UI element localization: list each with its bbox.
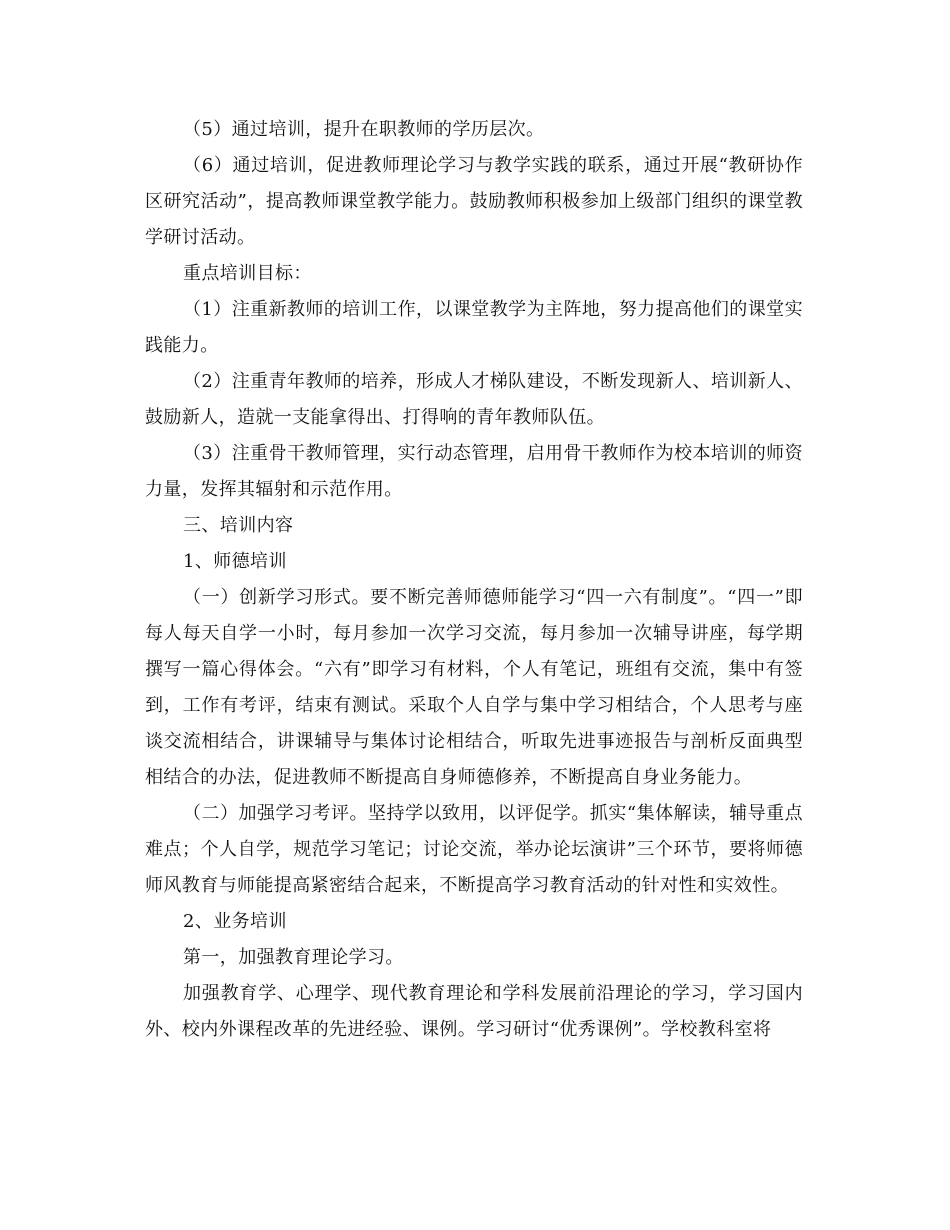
subsection-heading-business-training: 2、业务培训 <box>183 911 287 932</box>
paragraph-ethics-1: （一）创新学习形式。要不断完善师德师能学习“四一六有制度”。“四一”即每人每天自学一小时，每月参加一次学习交流，每月参加一次辅导讲座，每学期撰写一篇心得体会。“六有”即学习有材料，个人有笔记，班组有交流，集中有签到，工作有考评，结束有测试。采取个人自学与集中学习相结合，个人思考与座谈交流相结合，讲课辅导与集体讨论相结合，听取先进事迹报告与剖析反面典型相结合的办法，促进教师不断提高自身师德修养，不断提高自身业务能力。 <box>145 587 803 788</box>
subsection-heading-ethics-training: 1、师德培训 <box>183 551 287 572</box>
paragraph-business-first: 第一，加强教育理论学习。 <box>183 947 404 968</box>
paragraph-key-goal-1: （1）注重新教师的培训工作，以课堂教学为主阵地，努力提高他们的课堂实践能力。 <box>145 299 803 356</box>
paragraph-goal-5: （5）通过培训，提升在职教师的学历层次。 <box>183 119 545 140</box>
paragraph-ethics-2: （二）加强学习考评。坚持学以致用，以评促学。抓实“集体解读，辅导重点难点；个人自学，规范学习笔记；讨论交流，举办论坛演讲”三个环节，要将师德师风教育与师能提高紧密结合起来，不断提高学习教育活动的针对性和实效性。 <box>145 803 803 896</box>
paragraph-goal-6: （6）通过培训，促进教师理论学习与教学实践的联系，通过开展“教研协作区研究活动”，提高教师课堂教学能力。鼓励教师积极参加上级部门组织的课堂教学研讨活动。 <box>145 155 803 248</box>
paragraph-key-goal-2: （2）注重青年教师的培养，形成人才梯队建设，不断发现新人、培训新人、鼓励新人，造就一支能拿得出、打得响的青年教师队伍。 <box>145 371 803 428</box>
document-body <box>145 112 803 1048</box>
paragraph-key-goal-3: （3）注重骨干教师管理，实行动态管理，启用骨干教师作为校本培训的师资力量，发挥其辐射和示范作用。 <box>145 443 803 500</box>
section-heading-training-content: 三、培训内容 <box>183 515 294 536</box>
paragraph-business-theory: 加强教育学、心理学、现代教育理论和学科发展前沿理论的学习，学习国内外、校内外课程改革的先进经验、课例。学习研讨“优秀课例”。学校教科室将 <box>145 983 803 1040</box>
paragraph-key-goals-heading: 重点培训目标： <box>183 263 312 284</box>
